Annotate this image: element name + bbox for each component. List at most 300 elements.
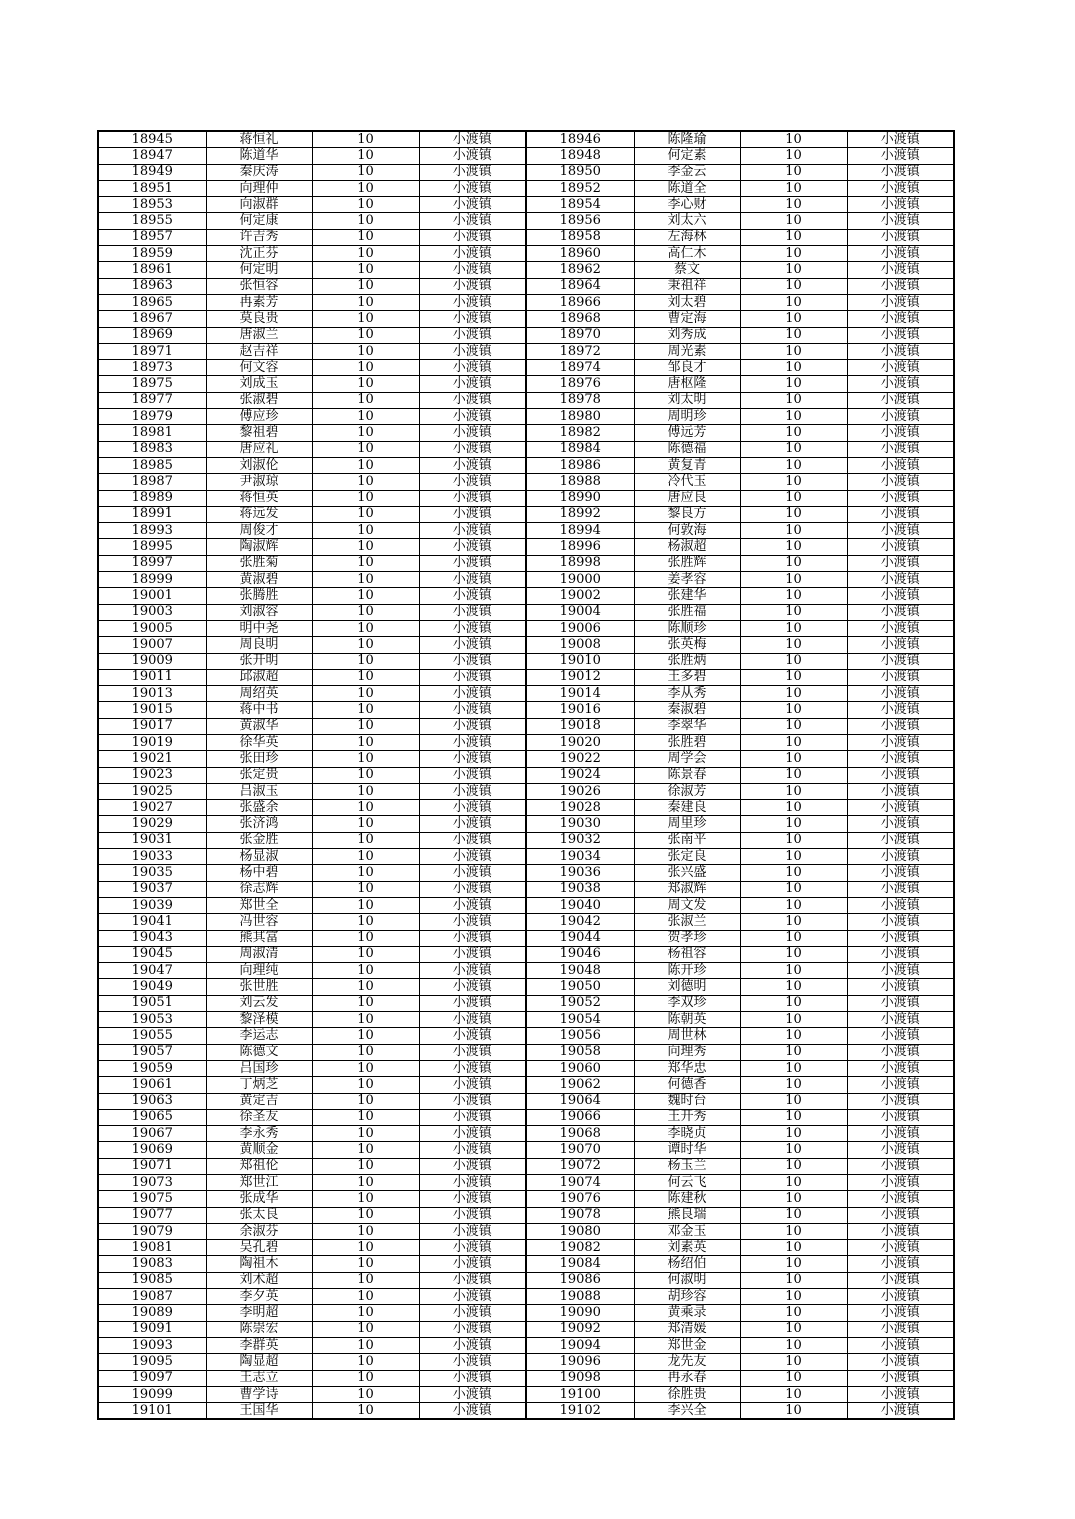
record-id-cell: 18948 <box>526 148 634 164</box>
record-id-cell: 19064 <box>526 1093 634 1109</box>
person-name-cell: 刘太明 <box>634 392 740 408</box>
town-cell: 小渡镇 <box>419 376 526 392</box>
town-cell: 小渡镇 <box>419 197 526 213</box>
amount-cell: 10 <box>740 1060 847 1076</box>
town-cell: 小渡镇 <box>419 1109 526 1125</box>
record-id-cell: 18984 <box>526 441 634 457</box>
person-name-cell: 吕淑玉 <box>206 783 312 799</box>
town-cell: 小渡镇 <box>847 963 954 979</box>
town-cell: 小渡镇 <box>419 278 526 294</box>
table-row <box>98 1126 954 1142</box>
record-id-cell: 18962 <box>526 262 634 278</box>
roster-table <box>97 130 955 1420</box>
town-cell: 小渡镇 <box>419 800 526 816</box>
record-id-cell: 19041 <box>98 914 206 930</box>
person-name-cell: 周学会 <box>634 751 740 767</box>
person-name-cell: 吕国珍 <box>206 1060 312 1076</box>
record-id-cell: 18953 <box>98 197 206 213</box>
person-name-cell: 丁炳芝 <box>206 1077 312 1093</box>
town-cell: 小渡镇 <box>419 148 526 164</box>
town-cell: 小渡镇 <box>419 327 526 343</box>
amount-cell: 10 <box>312 1093 419 1109</box>
record-id-cell: 19051 <box>98 995 206 1011</box>
town-cell: 小渡镇 <box>847 343 954 359</box>
record-id-cell: 19081 <box>98 1240 206 1256</box>
amount-cell: 10 <box>740 343 847 359</box>
record-id-cell: 18952 <box>526 180 634 196</box>
town-cell: 小渡镇 <box>847 1126 954 1142</box>
amount-cell: 10 <box>312 262 419 278</box>
town-cell: 小渡镇 <box>419 832 526 848</box>
table-row <box>98 995 954 1011</box>
table-row <box>98 506 954 522</box>
person-name-cell: 何云飞 <box>634 1175 740 1191</box>
town-cell: 小渡镇 <box>847 1223 954 1239</box>
town-cell: 小渡镇 <box>847 1109 954 1125</box>
record-id-cell: 18992 <box>526 506 634 522</box>
record-id-cell: 19044 <box>526 930 634 946</box>
amount-cell: 10 <box>312 637 419 653</box>
table-row <box>98 1321 954 1337</box>
person-name-cell: 明中尧 <box>206 620 312 636</box>
amount-cell: 10 <box>740 1321 847 1337</box>
table-row <box>98 816 954 832</box>
record-id-cell: 19037 <box>98 881 206 897</box>
person-name-cell: 张盛余 <box>206 800 312 816</box>
amount-cell: 10 <box>312 832 419 848</box>
town-cell: 小渡镇 <box>419 572 526 588</box>
town-cell: 小渡镇 <box>419 1354 526 1370</box>
table-row <box>98 963 954 979</box>
town-cell: 小渡镇 <box>419 294 526 310</box>
person-name-cell: 张济鸿 <box>206 816 312 832</box>
record-id-cell: 19100 <box>526 1386 634 1402</box>
person-name-cell: 徐志辉 <box>206 881 312 897</box>
person-name-cell: 王国华 <box>206 1403 312 1420</box>
person-name-cell: 杨玉兰 <box>634 1158 740 1174</box>
town-cell: 小渡镇 <box>847 229 954 245</box>
person-name-cell: 唐应礼 <box>206 441 312 457</box>
amount-cell: 10 <box>312 1175 419 1191</box>
person-name-cell: 黄乘录 <box>634 1305 740 1321</box>
town-cell: 小渡镇 <box>847 1012 954 1028</box>
person-name-cell: 周淑清 <box>206 946 312 962</box>
person-name-cell: 周明珍 <box>634 409 740 425</box>
record-id-cell: 19099 <box>98 1386 206 1402</box>
person-name-cell: 陈道华 <box>206 148 312 164</box>
person-name-cell: 陈道全 <box>634 180 740 196</box>
town-cell: 小渡镇 <box>419 865 526 881</box>
table-row <box>98 1109 954 1125</box>
record-id-cell: 19086 <box>526 1272 634 1288</box>
town-cell: 小渡镇 <box>419 490 526 506</box>
town-cell: 小渡镇 <box>847 278 954 294</box>
person-name-cell: 周俊才 <box>206 523 312 539</box>
town-cell: 小渡镇 <box>419 1272 526 1288</box>
town-cell: 小渡镇 <box>419 1321 526 1337</box>
amount-cell: 10 <box>312 180 419 196</box>
table-row <box>98 392 954 408</box>
amount-cell: 10 <box>312 1272 419 1288</box>
person-name-cell: 魏时台 <box>634 1093 740 1109</box>
amount-cell: 10 <box>740 800 847 816</box>
town-cell: 小渡镇 <box>419 849 526 865</box>
town-cell: 小渡镇 <box>419 457 526 473</box>
person-name-cell: 蒋恒礼 <box>206 131 312 148</box>
town-cell: 小渡镇 <box>847 800 954 816</box>
amount-cell: 10 <box>740 881 847 897</box>
town-cell: 小渡镇 <box>419 392 526 408</box>
person-name-cell: 黄淑碧 <box>206 572 312 588</box>
amount-cell: 10 <box>740 555 847 571</box>
table-row <box>98 734 954 750</box>
person-name-cell: 李从秀 <box>634 686 740 702</box>
person-name-cell: 向理秀 <box>634 1044 740 1060</box>
record-id-cell: 19067 <box>98 1126 206 1142</box>
amount-cell: 10 <box>740 1207 847 1223</box>
record-id-cell: 18978 <box>526 392 634 408</box>
table-row <box>98 751 954 767</box>
record-id-cell: 19016 <box>526 702 634 718</box>
person-name-cell: 邓金玉 <box>634 1223 740 1239</box>
record-id-cell: 19097 <box>98 1370 206 1386</box>
person-name-cell: 王多碧 <box>634 669 740 685</box>
person-name-cell: 唐应良 <box>634 490 740 506</box>
table-row <box>98 1191 954 1207</box>
amount-cell: 10 <box>740 457 847 473</box>
town-cell: 小渡镇 <box>419 751 526 767</box>
record-id-cell: 19045 <box>98 946 206 962</box>
table-row <box>98 197 954 213</box>
record-id-cell: 18961 <box>98 262 206 278</box>
person-name-cell: 徐华英 <box>206 734 312 750</box>
town-cell: 小渡镇 <box>847 1370 954 1386</box>
person-name-cell: 李金云 <box>634 164 740 180</box>
record-id-cell: 19090 <box>526 1305 634 1321</box>
record-id-cell: 19080 <box>526 1223 634 1239</box>
record-id-cell: 19055 <box>98 1028 206 1044</box>
town-cell: 小渡镇 <box>419 360 526 376</box>
person-name-cell: 张太良 <box>206 1207 312 1223</box>
table-row <box>98 800 954 816</box>
amount-cell: 10 <box>312 246 419 262</box>
person-name-cell: 郑清媛 <box>634 1321 740 1337</box>
person-name-cell: 高仁木 <box>634 246 740 262</box>
town-cell: 小渡镇 <box>847 1028 954 1044</box>
record-id-cell: 19025 <box>98 783 206 799</box>
town-cell: 小渡镇 <box>419 1158 526 1174</box>
record-id-cell: 18993 <box>98 523 206 539</box>
town-cell: 小渡镇 <box>419 816 526 832</box>
person-name-cell: 刘素英 <box>634 1240 740 1256</box>
person-name-cell: 张胜辉 <box>634 555 740 571</box>
table-row <box>98 588 954 604</box>
person-name-cell: 张成华 <box>206 1191 312 1207</box>
person-name-cell: 向理仲 <box>206 180 312 196</box>
amount-cell: 10 <box>312 620 419 636</box>
table-row <box>98 1175 954 1191</box>
record-id-cell: 18957 <box>98 229 206 245</box>
record-id-cell: 18967 <box>98 311 206 327</box>
person-name-cell: 周里珍 <box>634 816 740 832</box>
table-row <box>98 1223 954 1239</box>
amount-cell: 10 <box>312 1354 419 1370</box>
town-cell: 小渡镇 <box>847 392 954 408</box>
record-id-cell: 18949 <box>98 164 206 180</box>
record-id-cell: 19030 <box>526 816 634 832</box>
table-row <box>98 1256 954 1272</box>
person-name-cell: 杨绍伯 <box>634 1256 740 1272</box>
amount-cell: 10 <box>740 897 847 913</box>
record-id-cell: 19026 <box>526 783 634 799</box>
record-id-cell: 19022 <box>526 751 634 767</box>
amount-cell: 10 <box>312 767 419 783</box>
person-name-cell: 蒋远发 <box>206 506 312 522</box>
table-row <box>98 262 954 278</box>
record-id-cell: 18963 <box>98 278 206 294</box>
town-cell: 小渡镇 <box>847 1240 954 1256</box>
person-name-cell: 贺孝珍 <box>634 930 740 946</box>
town-cell: 小渡镇 <box>847 930 954 946</box>
town-cell: 小渡镇 <box>419 963 526 979</box>
amount-cell: 10 <box>312 1370 419 1386</box>
amount-cell: 10 <box>312 1028 419 1044</box>
record-id-cell: 19019 <box>98 734 206 750</box>
amount-cell: 10 <box>740 1077 847 1093</box>
person-name-cell: 唐枢隆 <box>634 376 740 392</box>
record-id-cell: 19015 <box>98 702 206 718</box>
amount-cell: 10 <box>312 946 419 962</box>
town-cell: 小渡镇 <box>419 718 526 734</box>
amount-cell: 10 <box>312 1044 419 1060</box>
amount-cell: 10 <box>312 1060 419 1076</box>
person-name-cell: 黄淑华 <box>206 718 312 734</box>
amount-cell: 10 <box>312 523 419 539</box>
record-id-cell: 18982 <box>526 425 634 441</box>
person-name-cell: 张定贵 <box>206 767 312 783</box>
person-name-cell: 陈朝英 <box>634 1012 740 1028</box>
amount-cell: 10 <box>312 213 419 229</box>
town-cell: 小渡镇 <box>847 832 954 848</box>
amount-cell: 10 <box>312 1191 419 1207</box>
table-row <box>98 294 954 310</box>
record-id-cell: 18975 <box>98 376 206 392</box>
record-id-cell: 18956 <box>526 213 634 229</box>
table-row <box>98 881 954 897</box>
person-name-cell: 黎泽模 <box>206 1012 312 1028</box>
table-row <box>98 441 954 457</box>
town-cell: 小渡镇 <box>419 474 526 490</box>
record-id-cell: 19012 <box>526 669 634 685</box>
person-name-cell: 陈德文 <box>206 1044 312 1060</box>
person-name-cell: 冷代玉 <box>634 474 740 490</box>
record-id-cell: 19066 <box>526 1109 634 1125</box>
person-name-cell: 张淑碧 <box>206 392 312 408</box>
amount-cell: 10 <box>740 1093 847 1109</box>
amount-cell: 10 <box>740 930 847 946</box>
town-cell: 小渡镇 <box>847 881 954 897</box>
person-name-cell: 李运志 <box>206 1028 312 1044</box>
person-name-cell: 陈开珍 <box>634 963 740 979</box>
person-name-cell: 杨中碧 <box>206 865 312 881</box>
record-id-cell: 19053 <box>98 1012 206 1028</box>
town-cell: 小渡镇 <box>419 637 526 653</box>
town-cell: 小渡镇 <box>419 1126 526 1142</box>
town-cell: 小渡镇 <box>847 164 954 180</box>
town-cell: 小渡镇 <box>419 1240 526 1256</box>
record-id-cell: 18986 <box>526 457 634 473</box>
town-cell: 小渡镇 <box>847 262 954 278</box>
person-name-cell: 陈隆瑜 <box>634 131 740 148</box>
record-id-cell: 19033 <box>98 849 206 865</box>
amount-cell: 10 <box>740 620 847 636</box>
amount-cell: 10 <box>740 783 847 799</box>
record-id-cell: 18966 <box>526 294 634 310</box>
amount-cell: 10 <box>312 506 419 522</box>
person-name-cell: 李心财 <box>634 197 740 213</box>
town-cell: 小渡镇 <box>847 1403 954 1420</box>
town-cell: 小渡镇 <box>847 246 954 262</box>
table-row <box>98 164 954 180</box>
town-cell: 小渡镇 <box>419 1060 526 1076</box>
amount-cell: 10 <box>312 474 419 490</box>
town-cell: 小渡镇 <box>847 376 954 392</box>
amount-cell: 10 <box>312 669 419 685</box>
amount-cell: 10 <box>740 751 847 767</box>
amount-cell: 10 <box>312 897 419 913</box>
record-id-cell: 18976 <box>526 376 634 392</box>
table-row <box>98 180 954 196</box>
record-id-cell: 19036 <box>526 865 634 881</box>
record-id-cell: 19063 <box>98 1093 206 1109</box>
amount-cell: 10 <box>740 180 847 196</box>
amount-cell: 10 <box>740 604 847 620</box>
amount-cell: 10 <box>740 767 847 783</box>
town-cell: 小渡镇 <box>419 734 526 750</box>
amount-cell: 10 <box>740 816 847 832</box>
amount-cell: 10 <box>740 946 847 962</box>
amount-cell: 10 <box>740 832 847 848</box>
amount-cell: 10 <box>740 1386 847 1402</box>
amount-cell: 10 <box>740 327 847 343</box>
person-name-cell: 曹定海 <box>634 311 740 327</box>
town-cell: 小渡镇 <box>847 1060 954 1076</box>
town-cell: 小渡镇 <box>419 164 526 180</box>
amount-cell: 10 <box>740 278 847 294</box>
amount-cell: 10 <box>312 865 419 881</box>
town-cell: 小渡镇 <box>847 849 954 865</box>
town-cell: 小渡镇 <box>847 718 954 734</box>
amount-cell: 10 <box>312 1240 419 1256</box>
table-row <box>98 637 954 653</box>
town-cell: 小渡镇 <box>847 1158 954 1174</box>
person-name-cell: 尹淑琼 <box>206 474 312 490</box>
record-id-cell: 18988 <box>526 474 634 490</box>
amount-cell: 10 <box>312 881 419 897</box>
record-id-cell: 19077 <box>98 1207 206 1223</box>
table-row <box>98 1142 954 1158</box>
amount-cell: 10 <box>312 1077 419 1093</box>
town-cell: 小渡镇 <box>419 1028 526 1044</box>
table-row <box>98 702 954 718</box>
person-name-cell: 邹良才 <box>634 360 740 376</box>
person-name-cell: 周世林 <box>634 1028 740 1044</box>
amount-cell: 10 <box>312 930 419 946</box>
amount-cell: 10 <box>740 1109 847 1125</box>
amount-cell: 10 <box>740 164 847 180</box>
record-id-cell: 18959 <box>98 246 206 262</box>
record-id-cell: 18973 <box>98 360 206 376</box>
amount-cell: 10 <box>312 588 419 604</box>
town-cell: 小渡镇 <box>847 783 954 799</box>
town-cell: 小渡镇 <box>847 1142 954 1158</box>
person-name-cell: 傅远芳 <box>634 425 740 441</box>
record-id-cell: 19096 <box>526 1354 634 1370</box>
record-id-cell: 18951 <box>98 180 206 196</box>
town-cell: 小渡镇 <box>419 539 526 555</box>
person-name-cell: 秦建良 <box>634 800 740 816</box>
person-name-cell: 沈正芬 <box>206 246 312 262</box>
amount-cell: 10 <box>312 653 419 669</box>
town-cell: 小渡镇 <box>419 213 526 229</box>
record-id-cell: 18980 <box>526 409 634 425</box>
record-id-cell: 19021 <box>98 751 206 767</box>
person-name-cell: 王志立 <box>206 1370 312 1386</box>
town-cell: 小渡镇 <box>419 1207 526 1223</box>
person-name-cell: 刘太碧 <box>634 294 740 310</box>
amount-cell: 10 <box>740 669 847 685</box>
town-cell: 小渡镇 <box>847 555 954 571</box>
town-cell: 小渡镇 <box>419 311 526 327</box>
amount-cell: 10 <box>312 457 419 473</box>
town-cell: 小渡镇 <box>419 1191 526 1207</box>
table-row <box>98 1028 954 1044</box>
record-id-cell: 18985 <box>98 457 206 473</box>
person-name-cell: 刘德明 <box>634 979 740 995</box>
amount-cell: 10 <box>740 474 847 490</box>
record-id-cell: 18994 <box>526 523 634 539</box>
person-name-cell: 唐淑兰 <box>206 327 312 343</box>
town-cell: 小渡镇 <box>847 213 954 229</box>
town-cell: 小渡镇 <box>847 1272 954 1288</box>
person-name-cell: 郑华忠 <box>634 1060 740 1076</box>
person-name-cell: 熊其富 <box>206 930 312 946</box>
record-id-cell: 19027 <box>98 800 206 816</box>
amount-cell: 10 <box>312 734 419 750</box>
table-row <box>98 327 954 343</box>
record-id-cell: 19046 <box>526 946 634 962</box>
table-row <box>98 409 954 425</box>
record-id-cell: 19050 <box>526 979 634 995</box>
record-id-cell: 18964 <box>526 278 634 294</box>
person-name-cell: 何文容 <box>206 360 312 376</box>
amount-cell: 10 <box>740 588 847 604</box>
town-cell: 小渡镇 <box>419 881 526 897</box>
amount-cell: 10 <box>312 849 419 865</box>
amount-cell: 10 <box>740 409 847 425</box>
town-cell: 小渡镇 <box>847 588 954 604</box>
record-id-cell: 19089 <box>98 1305 206 1321</box>
record-id-cell: 19040 <box>526 897 634 913</box>
person-name-cell: 秦庆涛 <box>206 164 312 180</box>
record-id-cell: 19093 <box>98 1337 206 1353</box>
amount-cell: 10 <box>312 1386 419 1402</box>
town-cell: 小渡镇 <box>847 1093 954 1109</box>
person-name-cell: 郑祖伦 <box>206 1158 312 1174</box>
table-row <box>98 490 954 506</box>
amount-cell: 10 <box>740 376 847 392</box>
town-cell: 小渡镇 <box>419 1142 526 1158</box>
